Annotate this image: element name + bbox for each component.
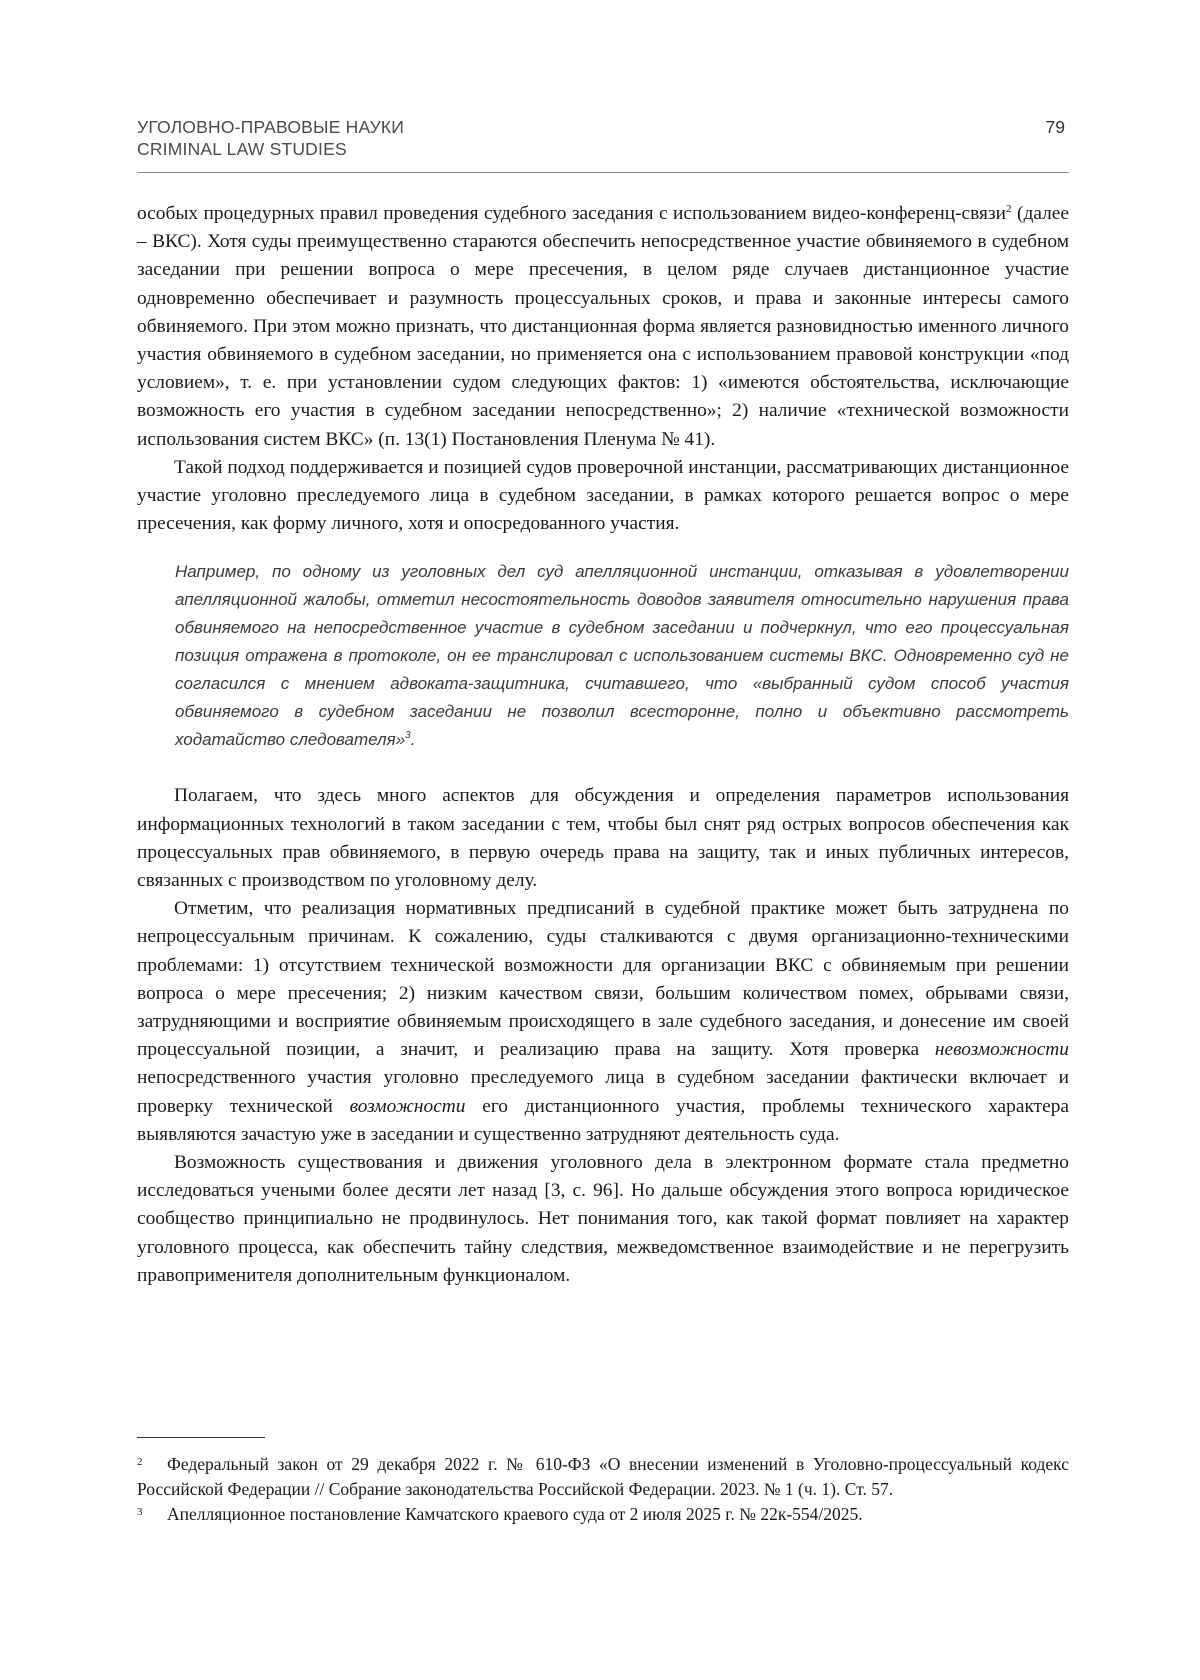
footnotes — [137, 1437, 1069, 1527]
paragraph-2: Такой подход поддерживается и позицией судов проверочной инстанции, рассматривающих дистанционное участие уголовно преследуемого лица в судебном заседании, в рамках которого решается вопрос о мере пресечения, как форму личного, хотя и опосредованного участия. — [137, 456, 1069, 535]
header-divider — [137, 172, 1069, 173]
case-quote: Например, по одному из уголовных дел суд апелляционной инстанции, отказывая в удовлетворении апелляционной жалобы, отметил несостоятельность доводов заявителя относительно нарушения права обвиняемого на непосредственное участие в судебном заседании и подчеркнул, что его процессуальная позиция отражена в протоколе, он ее транслировал с использованием системы ВКС. Одновременно суд не согласился с мнением адвоката-защитника, считавшего, что «выбранный судом способ участия обвиняемого в судебном заседании не позволил всесторонне, полно и объективно рассмотреть ходатайство следователя»$^3$. — [175, 562, 1069, 750]
emphasis-impossibility: невозможности — [934, 1039, 1069, 1061]
journal-section-en: CRIMINAL LAW STUDIES — [137, 139, 347, 159]
paragraph-1: особых процедурных правил проведения судебного заседания с использованием видео-конференц-связи$^2$ (далее – ВКС). Хотя суды преимущественно стараются обеспечить непосредственное участие обвиняемого в судебном заседании при решении вопроса о мере пресечения, в целом ряде случаев дистанционное участие одновременно обеспечивает и разумность процессуальных сроков, и права и законные интересы самого обвиняемого. При этом можно признать, что дистанционная форма является разновидностью именного личного участия обвиняемого в судебном заседании, но применяется она с использованием правовой конструкции «под условием», т. е. при установлении судом следующих фактов: 1) «имеются обстоятельства, исключающие возможность его участия в судебном заседании непосредственно»; 2) наличие «технической возможности использования систем ВКС» (п. 13(1) Постановления Пленума № 41). — [137, 203, 1069, 450]
paragraph-3: Полагаем, что здесь много аспектов для обсуждения и определения параметров использования информационных технологий в таком заседании с тем, чтобы был снят ряд острых вопросов обеспечения как процессуальных прав обвиняемого, в первую очередь права на защиту, так и иных публичных интересов, связанных с производством по уголовному делу. — [137, 785, 1069, 892]
journal-section-ru: УГОЛОВНО-ПРАВОВЫЕ НАУКИ — [137, 117, 405, 137]
page-number: 79 — [1045, 117, 1065, 137]
article-body — [137, 200, 1069, 1290]
footnote-2: 2 Федеральный закон от 29 декабря 2022 г. № 610-ФЗ «О внесении изменений в Уголовно-процессуальный кодекс Российской Федерации // Собрание законодательства Российской Федерации. 2023. № 1 (ч. 1). Ст. 57. — [137, 1454, 1069, 1499]
footnote-ref-3[interactable]: 3 — [405, 730, 411, 742]
footnote-ref-2[interactable]: 2 — [1006, 203, 1012, 215]
running-header — [137, 116, 1069, 174]
paragraph-4: Отметим, что реализация нормативных предписаний в судебной практике может быть затруднена по непроцессуальным причинам. К сожалению, суды сталкиваются с двумя организационно-техническими проблемами: 1) отсутствием технической возможности для организации ВКС с обвиняемым при решении вопроса о мере пресечения; 2) низким качеством связи, большим количеством помех, обрывами связи, затрудняющими и восприятие обвиняемым происходящего в зале судебного заседания, и донесение им своей процессуальной позиции, а значит, и реализацию права на защиту. Хотя проверка невозможности непосредственного участия уголовно преследуемого лица в судебном заседании фактически включает и проверку технической возможности его дистанционного участия, проблемы технического характера выявляются зачастую уже в заседании и существенно затрудняют деятельность суда. — [137, 898, 1069, 1145]
footnote-3: 3 Апелляционное постановление Камчатского краевого суда от 2 июля 2025 г. № 22к-554/2025. — [137, 1504, 863, 1524]
emphasis-possibility: возможности — [349, 1095, 466, 1117]
paragraph-5: Возможность существования и движения уголовного дела в электронном формате стала предметно исследоваться учеными более десяти лет назад [3, с. 96]. Но дальше обсуждения этого вопроса юридическое сообщество принципиально не продвинулось. Нет понимания того, как такой формат повлияет на характер уголовного процесса, как обеспечить тайну следствия, межведомственное взаимодействие и не перегрузить правоприменителя дополнительным функционалом. — [137, 1152, 1069, 1286]
footnote-divider — [137, 1437, 265, 1438]
